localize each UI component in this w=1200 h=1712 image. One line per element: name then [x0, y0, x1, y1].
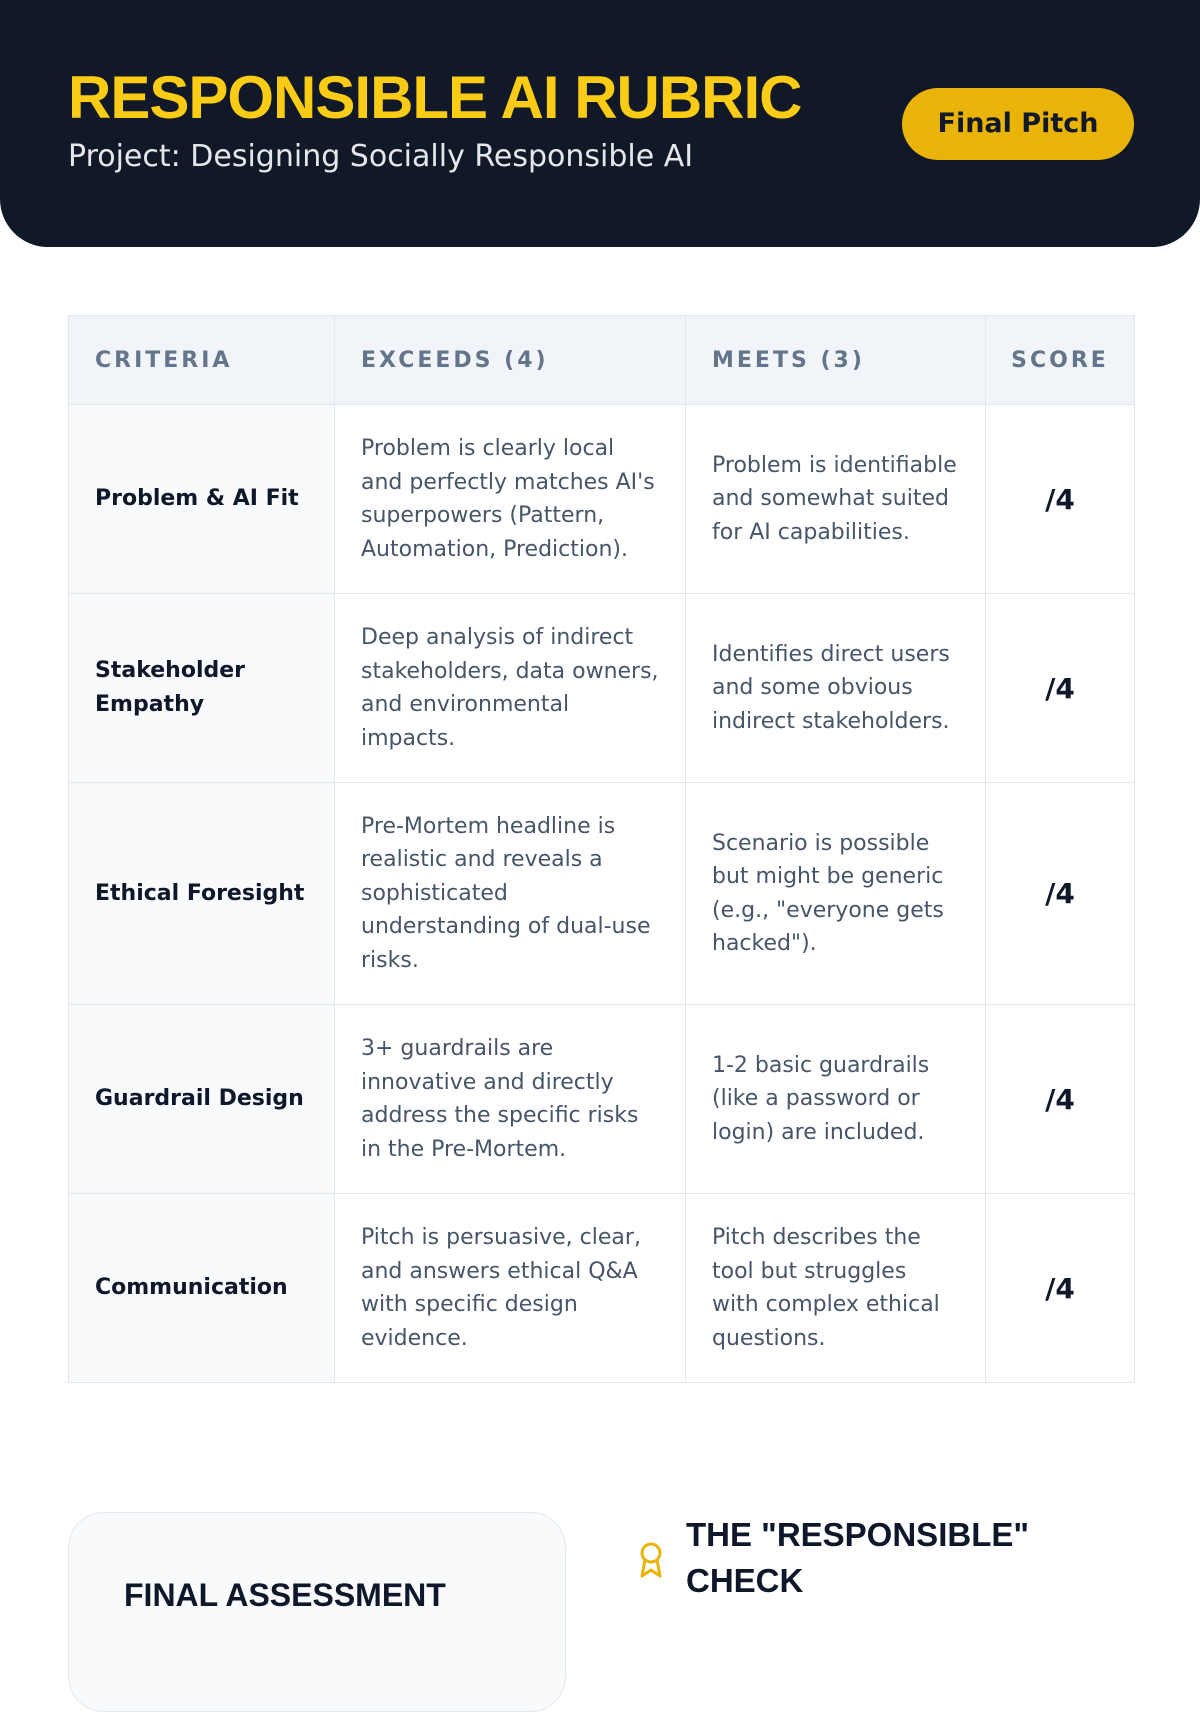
score-cell: /4 — [986, 1194, 1135, 1383]
column-header-exceeds: EXCEEDS (4) — [335, 316, 686, 405]
score-cell: /4 — [986, 405, 1135, 594]
table-row — [69, 405, 1135, 594]
page-header — [0, 0, 1200, 247]
exceeds-cell: Problem is clearly local and perfectly matches AI's superpowers (Pattern, Automation, Prediction). — [335, 405, 686, 594]
score-cell: /4 — [986, 594, 1135, 783]
criteria-cell: Communication — [69, 1194, 335, 1383]
final-assessment-title: FINAL ASSESSMENT — [124, 1577, 446, 1613]
meets-cell: Problem is identifiable and somewhat suited for AI capabilities. — [686, 405, 986, 594]
exceeds-cell: 3+ guardrails are innovative and directly address the specific risks in the Pre-Mortem. — [335, 1005, 686, 1194]
table-row — [69, 783, 1135, 1005]
criteria-cell: Ethical Foresight — [69, 783, 335, 1005]
table-row — [69, 594, 1135, 783]
responsible-check-title: THE "RESPONSIBLE" CHECK — [686, 1516, 1030, 1599]
exceeds-cell: Pre-Mortem headline is realistic and reveals a sophisticated understanding of dual-use risks. — [335, 783, 686, 1005]
meets-cell: Pitch describes the tool but struggles with complex ethical questions. — [686, 1194, 986, 1383]
final-pitch-badge: Final Pitch — [902, 88, 1134, 160]
responsible-check-section — [636, 1512, 1156, 1612]
column-header-meets: MEETS (3) — [686, 316, 986, 405]
meets-cell: 1-2 basic guardrails (like a password or login) are included. — [686, 1005, 986, 1194]
criteria-cell: Stakeholder Empathy — [69, 594, 335, 783]
award-icon — [636, 1540, 666, 1580]
exceeds-cell: Deep analysis of indirect stakeholders, data owners, and environmental impacts. — [335, 594, 686, 783]
rubric-header-row — [69, 316, 1135, 405]
criteria-cell: Guardrail Design — [69, 1005, 335, 1194]
final-assessment-card — [68, 1512, 566, 1712]
meets-cell: Scenario is possible but might be generic (e.g., "everyone gets hacked"). — [686, 783, 986, 1005]
project-subtitle: Project: Designing Socially Responsible AI — [68, 139, 694, 174]
rubric-table — [68, 315, 1135, 1383]
score-cell: /4 — [986, 783, 1135, 1005]
column-header-criteria: CRITERIA — [69, 316, 335, 405]
table-row — [69, 1194, 1135, 1383]
exceeds-cell: Pitch is persuasive, clear, and answers ethical Q&A with specific design evidence. — [335, 1194, 686, 1383]
page-title: RESPONSIBLE AI RUBRIC — [68, 64, 802, 131]
score-cell: /4 — [986, 1005, 1135, 1194]
column-header-score: SCORE — [986, 316, 1135, 405]
table-row — [69, 1005, 1135, 1194]
criteria-cell: Problem & AI Fit — [69, 405, 335, 594]
meets-cell: Identifies direct users and some obvious indirect stakeholders. — [686, 594, 986, 783]
